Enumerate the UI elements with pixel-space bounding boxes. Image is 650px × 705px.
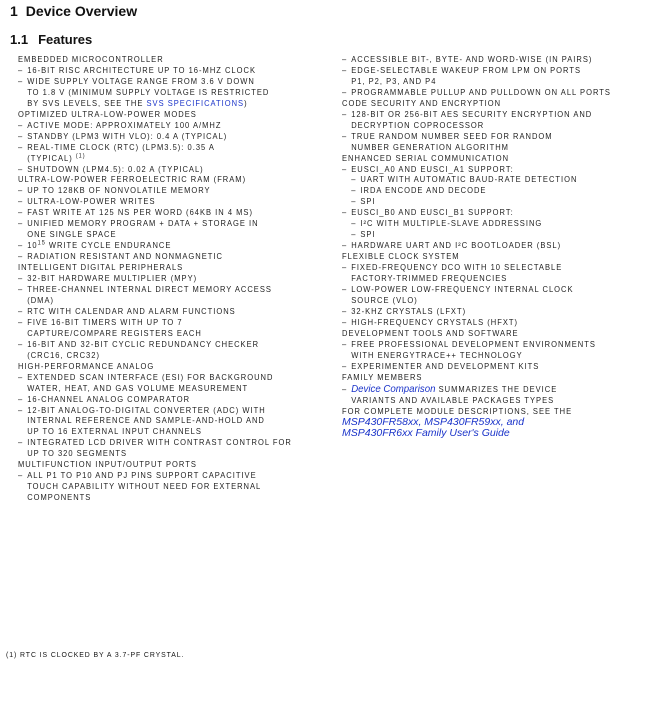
bullet-wakeup: – EDGE-SELECTABLE WAKEUP FROM LPM ON PORTS xyxy=(342,65,582,75)
bullet-dma-cont: (DMA) xyxy=(27,295,55,305)
bullet-bsl: – HARDWARE UART AND I²C BOOTLOADER (BSL) xyxy=(342,241,562,251)
sub-i2c: – I²C WITH MULTIPLE-SLAVE ADDRESSING xyxy=(351,219,543,229)
svs-spec-link[interactable]: SVS SPECIFICATIONS xyxy=(146,98,245,108)
bullet-lcd-cont: UP TO 320 SEGMENTS xyxy=(27,449,128,459)
heading-io: MULTIFUNCTION INPUT/OUTPUT PORTS xyxy=(18,460,197,470)
heading-ulp: OPTIMIZED ULTRA-LOW-POWER MODES xyxy=(18,109,197,119)
bullet-fram1: – UP TO 128KB OF NONVOLATILE MEMORY xyxy=(18,186,211,196)
bullet-wakeup-cont: P1, P2, P3, AND P4 xyxy=(351,76,437,86)
bullet-esi: – EXTENDED SCAN INTERFACE (ESI) FOR BACKGROUND xyxy=(18,372,274,382)
bullet-vlo: – LOW-POWER LOW-FREQUENCY INTERNAL CLOCK xyxy=(342,285,574,295)
bullet-captouch: – ALL P1 TO P10 AND PJ PINS SUPPORT CAPACITIVE xyxy=(18,471,257,481)
bullet-crc: – 16-BIT AND 32-BIT CYCLIC REDUNDANCY CHECKER xyxy=(18,339,260,349)
bullet-risc: – 16-BIT RISC ARCHITECTURE UP TO 16-MHZ CLOCK xyxy=(18,65,257,75)
bullet-lcd: – INTEGRATED LCD DRIVER WITH CONTRAST CONTROL FOR xyxy=(18,438,292,448)
users-guide-link-a[interactable]: MSP430FR58xx, MSP430FR59xx, and xyxy=(342,416,525,429)
bullet-captouch-cont: TOUCH CAPABILITY WITHOUT NEED FOR EXTERNAL xyxy=(27,482,262,492)
bullet-fram4-cont: ONE SINGLE SPACE xyxy=(27,230,117,240)
subsection-heading xyxy=(10,32,92,47)
users-guide-link-b[interactable]: MSP430FR6xx Family User's Guide xyxy=(342,427,510,440)
bullet-adc-cont: INTERNAL REFERENCE AND SAMPLE-AND-HOLD AND xyxy=(27,416,265,426)
bullet-dco: – FIXED-FREQUENCY DCO WITH 10 SELECTABLE xyxy=(342,263,563,273)
subsection-title: Features xyxy=(38,32,93,47)
bullet-accessible: – ACCESSIBLE BIT-, BYTE- AND WORD-WISE (IN PAIRS) xyxy=(342,55,593,64)
bullet-dco-cont: FACTORY-TRIMMED FREQUENCIES xyxy=(351,274,508,284)
heading-peripherals: INTELLIGENT DIGITAL PERIPHERALS xyxy=(18,263,184,273)
bullet-active: – ACTIVE MODE: APPROXIMATELY 100 A/MHZ xyxy=(18,120,222,130)
heading-fram: ULTRA-LOW-POWER FERROELECTRIC RAM (FRAM) xyxy=(18,175,247,185)
bullet-captouch-cont2: COMPONENTS xyxy=(27,493,92,503)
bullet-pullup: – PROGRAMMABLE PULLUP AND PULLDOWN ON ALL PORTS xyxy=(342,87,611,97)
sub-spi-a: – SPI xyxy=(351,197,376,207)
section-title: Device Overview xyxy=(25,3,138,19)
section-heading xyxy=(10,3,137,19)
bullet-fram2: – ULTRA-LOW-POWER WRITES xyxy=(18,197,156,207)
module-descriptions: FOR COMPLETE MODULE DESCRIPTIONS, SEE THE xyxy=(342,406,573,416)
bullet-rng-cont: NUMBER GENERATION ALGORITHM xyxy=(351,142,509,152)
bullet-hfxt: – HIGH-FREQUENCY CRYSTALS (HFXT) xyxy=(342,317,518,327)
heading-family: FAMILY MEMBERS xyxy=(342,372,423,382)
bullet-ide-cont: WITH ENERGYTRACE++ TECHNOLOGY xyxy=(351,350,523,360)
bullet-device-comparison: – Device Comparison SUMMARIZES THE DEVICE xyxy=(342,382,558,395)
bullet-rtc-cal: – RTC WITH CALENDAR AND ALARM FUNCTIONS xyxy=(18,306,236,316)
bullet-fram3: – FAST WRITE AT 125 NS PER WORD (64KB IN 4 MS) xyxy=(18,208,253,218)
bullet-timers-cont: CAPTURE/COMPARE REGISTERS EACH xyxy=(27,328,202,338)
features-right-column xyxy=(342,55,637,439)
bullet-device-comparison-cont: VARIANTS AND AVAILABLE PACKAGES TYPES xyxy=(351,395,555,405)
subsection-number: 1.1 xyxy=(10,32,29,47)
bullet-timers: – FIVE 16-BIT TIMERS WITH UP TO 7 xyxy=(18,317,183,327)
bullet-fram6: – RADIATION RESISTANT AND NONMAGNETIC xyxy=(18,252,223,262)
footnote: (1) RTC IS CLOCKED BY A 3.7-PF CRYSTAL. xyxy=(6,650,185,659)
bullet-mpy: – 32-BIT HARDWARE MULTIPLIER (MPY) xyxy=(18,274,198,284)
bullet-vlo-cont: SOURCE (VLO) xyxy=(351,295,418,305)
heading-mcu: EMBEDDED MICROCONTROLLER xyxy=(18,55,164,64)
bullet-fram4: – UNIFIED MEMORY PROGRAM + DATA + STORAGE IN xyxy=(18,219,259,229)
bullet-euscib: – EUSCI_B0 AND EUSCI_B1 SUPPORT: xyxy=(342,208,514,218)
bullet-rng: – TRUE RANDOM NUMBER SEED FOR RANDOM xyxy=(342,131,553,141)
bullet-kits: – EXPERIMENTER AND DEVELOPMENT KITS xyxy=(342,361,540,371)
bullet-supply: – WIDE SUPPLY VOLTAGE RANGE FROM 3.6 V DOWN xyxy=(18,76,255,86)
bullet-euscia: – EUSCI_A0 AND EUSCI_A1 SUPPORT: xyxy=(342,164,514,174)
sub-irda: – IRDA ENCODE AND DECODE xyxy=(351,186,487,196)
sub-uart: – UART WITH AUTOMATIC BAUD-RATE DETECTION xyxy=(351,175,578,185)
bullet-rtc: – REAL-TIME CLOCK (RTC) (LPM3.5): 0.35 A xyxy=(18,142,215,152)
bullet-fram5: – $10^{15}$ WRITE CYCLE ENDURANCE xyxy=(18,240,172,251)
bullet-supply-cont: TO 1.8 V (MINIMUM SUPPLY VOLTAGE IS RESTRICTED xyxy=(27,87,270,97)
heading-dev-tools: DEVELOPMENT TOOLS AND SOFTWARE xyxy=(342,328,519,338)
bullet-adc-cont2: UP TO 16 EXTERNAL INPUT CHANNELS xyxy=(27,427,202,437)
heading-clock: FLEXIBLE CLOCK SYSTEM xyxy=(342,252,460,262)
heading-analog: HIGH-PERFORMANCE ANALOG xyxy=(18,361,155,371)
features-left-column xyxy=(18,55,313,504)
bullet-aes: – 128-BIT OR 256-BIT AES SECURITY ENCRYPTION AND xyxy=(342,109,593,119)
heading-security: CODE SECURITY AND ENCRYPTION xyxy=(342,98,502,108)
heading-comm: ENHANCED SERIAL COMMUNICATION xyxy=(342,153,510,163)
bullet-crc-cont: (CRC16, CRC32) xyxy=(27,350,100,360)
bullet-standby: – STANDBY (LPM3 WITH VLO): 0.4 A (TYPICAL) xyxy=(18,131,228,141)
bullet-rtc-cont: (TYPICAL) $^{(1)}$ xyxy=(27,152,86,163)
bullet-ide: – FREE PROFESSIONAL DEVELOPMENT ENVIRONMENTS xyxy=(342,339,596,349)
bullet-comparator: – 16-CHANNEL ANALOG COMPARATOR xyxy=(18,394,191,404)
bullet-adc: – 12-BIT ANALOG-TO-DIGITAL CONVERTER (ADC) WITH xyxy=(18,405,266,415)
bullet-shutdown: – SHUTDOWN (LPM4.5): 0.02 A (TYPICAL) xyxy=(18,164,204,174)
bullet-lfxt: – 32-KHZ CRYSTALS (LFXT) xyxy=(342,306,467,316)
section-number: 1 xyxy=(10,3,18,19)
footnote-ref[interactable]: (1) xyxy=(75,152,86,159)
bullet-dma: – THREE-CHANNEL INTERNAL DIRECT MEMORY ACCESS xyxy=(18,285,272,295)
bullet-aes-cont: DECRYPTION COPROCESSOR xyxy=(351,120,485,130)
sub-spi-b: – SPI xyxy=(351,230,376,240)
device-comparison-link[interactable]: Device Comparison xyxy=(351,382,436,395)
bullet-supply-cont2: BY SVS LEVELS, SEE THE SVS SPECIFICATIONS) xyxy=(27,98,248,108)
bullet-esi-cont: WATER, HEAT, AND GAS VOLUME MEASUREMENT xyxy=(27,383,249,393)
